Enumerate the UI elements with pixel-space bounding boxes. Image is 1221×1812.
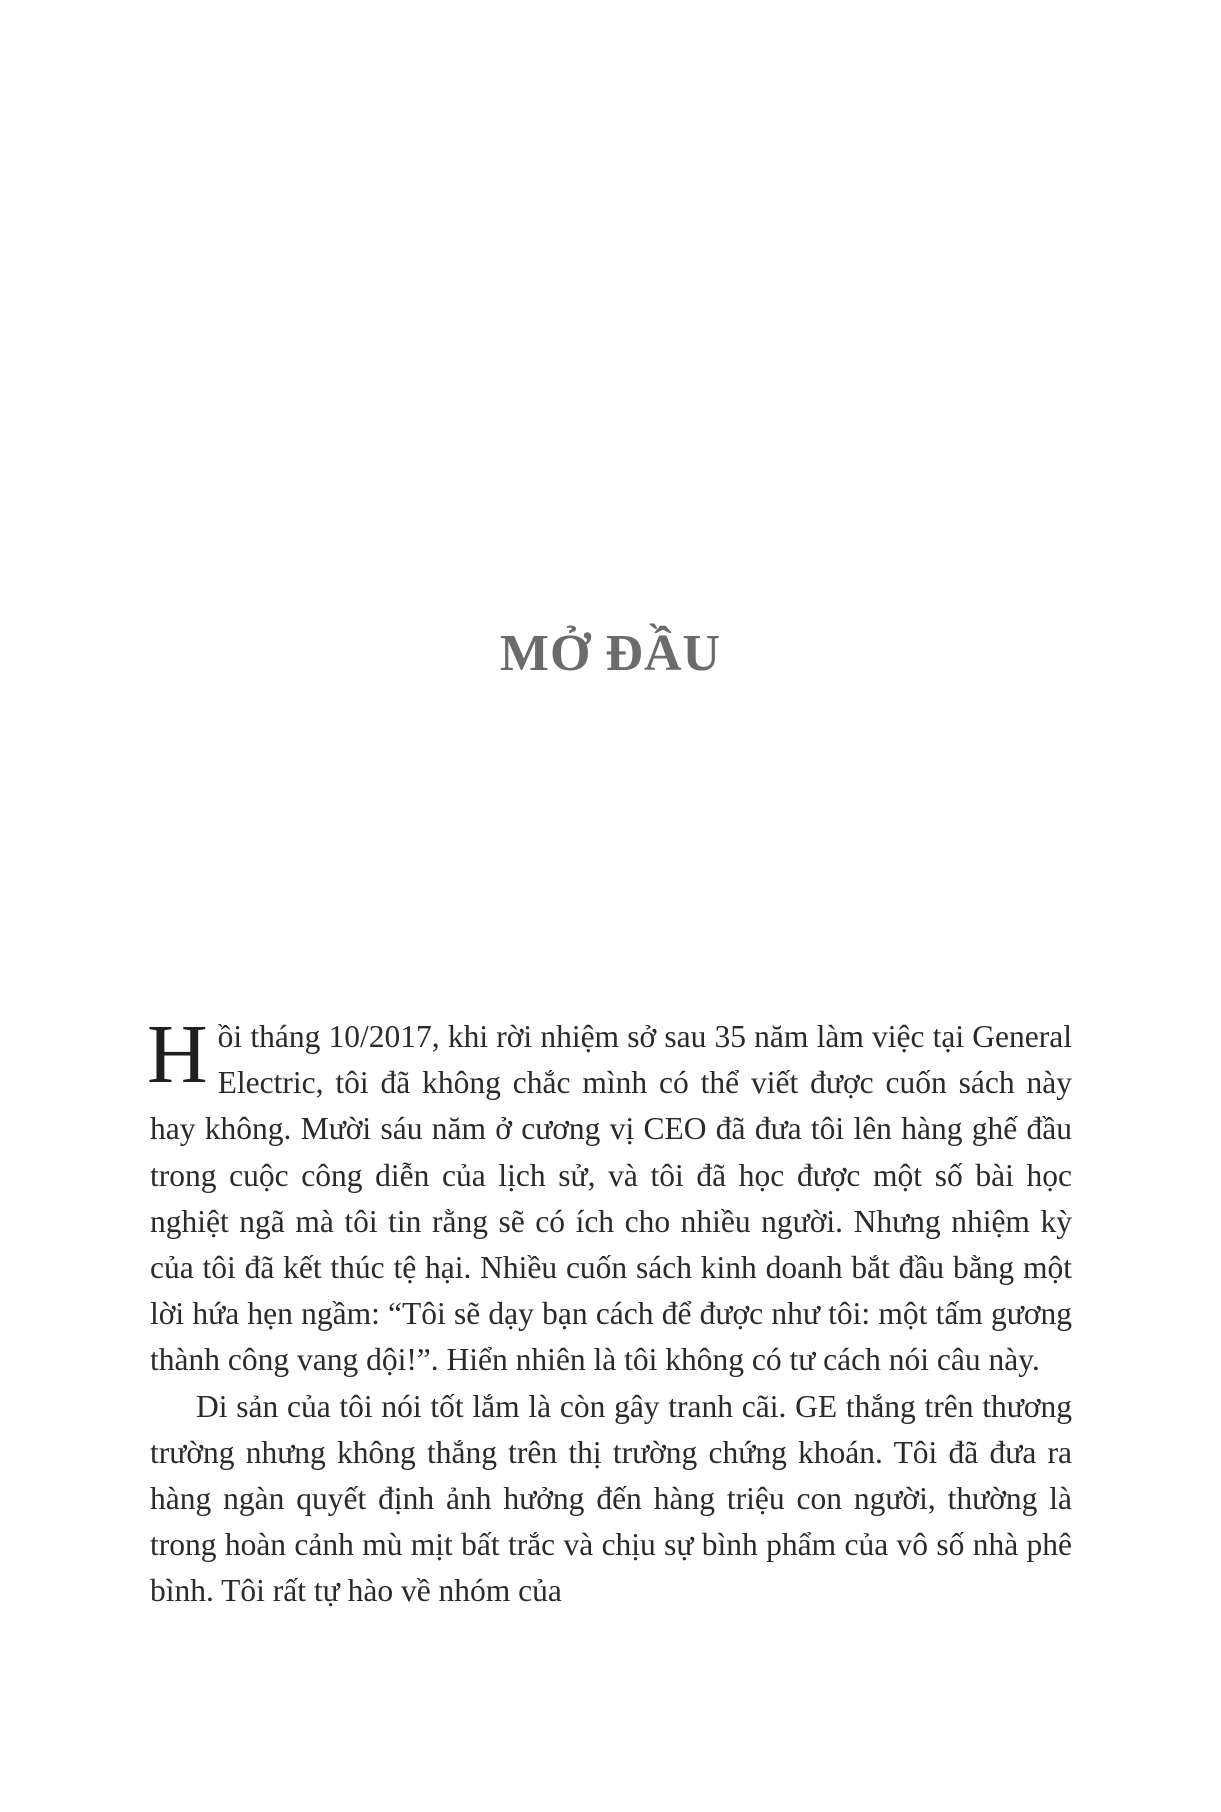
chapter-title: MỞ ĐẦU: [499, 625, 722, 682]
drop-cap: H: [147, 1008, 208, 1101]
body-text: [147, 1008, 1072, 1615]
paragraph-1-text: ồi tháng 10/2017, khi rời nhiệm sở sau 35 năm làm việc tại General Electric, tôi đã không chắc mình có thể viết được cuốn sách này hay không. Mười sáu năm ở cương vị CEO đã đưa tôi lên hàng ghế đầu trong cuộc công diễn của lịch sử, và tôi đã học được một số bài học nghiệt ngã mà tôi tin rằng sẽ có ích cho nhiều người. Nhưng nhiệm kỳ của tôi đã kết thúc tệ hại. Nhiều cuốn sách kinh doanh bắt đầu bằng một lời hứa hẹn ngầm: “Tôi sẽ dạy bạn cách để được như tôi: một tấm gương thành công vang dội!”. Hiển nhiên là tôi không có tư cách nói câu này.: [150, 1019, 1072, 1378]
paragraph-1: [147, 1008, 1072, 1384]
paragraph-2: Di sản của tôi nói tốt lắm là còn gây tranh cãi. GE thắng trên thương trường nhưng không thắng trên thị trường chứng khoán. Tôi đã đưa ra hàng ngàn quyết định ảnh hưởng đến hàng triệu con người, thường là trong hoàn cảnh mù mịt bất trắc và chịu sự bình phẩm của vô số nhà phê bình. Tôi rất tự hào về nhóm của: [150, 1388, 1072, 1609]
